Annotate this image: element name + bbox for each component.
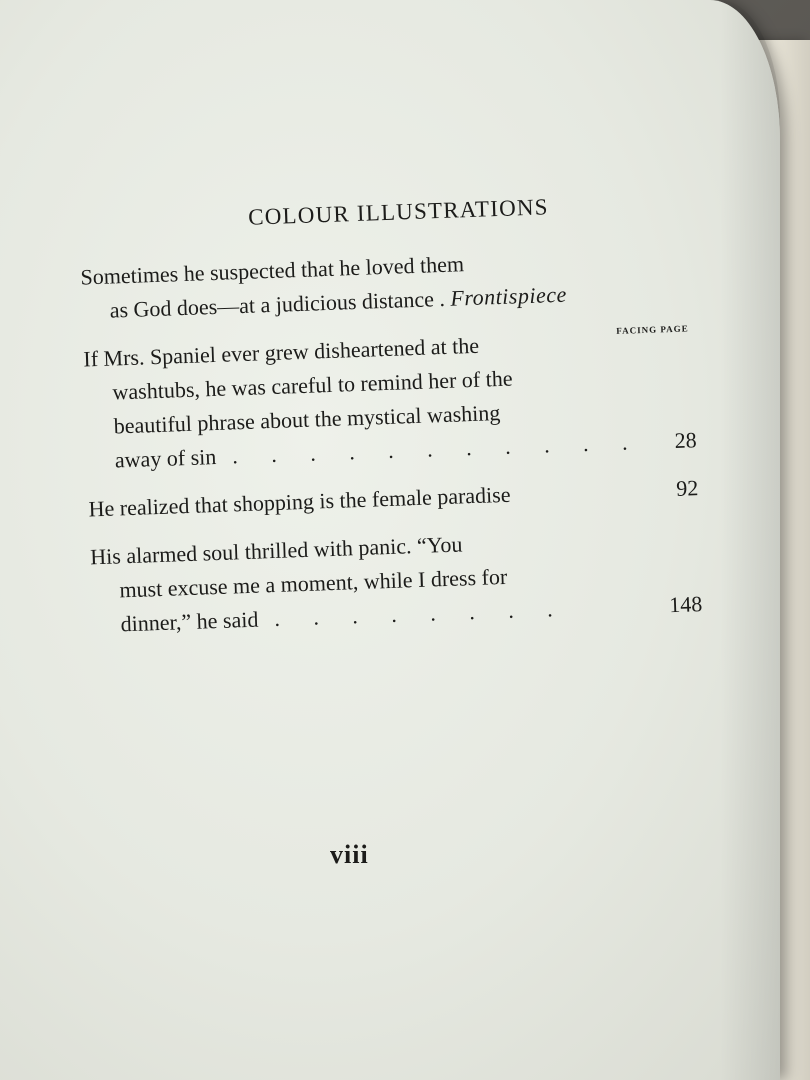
entry-line: If Mrs. Spaniel ever grew disheartened at the — [82, 332, 480, 372]
dot-leader: . . . . . . . . — [273, 595, 568, 632]
entry-line: must excuse me a moment, while I dress for — [119, 563, 508, 603]
entry-line: washtubs, he was careful to remind her of the — [112, 365, 513, 405]
entry-line: Sometimes he suspected that he loved them — [80, 251, 465, 290]
entry-line: away of sin — [114, 443, 217, 473]
illustrations-list — [78, 189, 703, 656]
illustration-entry — [90, 519, 703, 642]
illustration-entry — [83, 321, 697, 478]
illustration-entry — [80, 239, 692, 328]
page-number: 148 — [668, 591, 703, 618]
folio-number: viii — [330, 840, 369, 869]
dot-leader: . . . . . . . . . . . — [231, 429, 642, 469]
entry-line: dinner,” he said — [120, 606, 259, 637]
page-number: 28 — [674, 427, 697, 453]
page-number: 92 — [675, 475, 699, 501]
frontispiece-label: Frontispiece — [449, 281, 568, 311]
page-heading: COLOUR ILLUSTRATIONS — [247, 194, 550, 230]
facing-page-label: FACING PAGE — [616, 323, 689, 336]
entry-line: His alarmed soul thrilled with panic. “You — [89, 531, 463, 570]
entry-line: beautiful phrase about the mystical washing — [113, 400, 501, 439]
entry-line: as God does—at a judicious distance . — [109, 285, 446, 323]
entry-line: He realized that shopping is the female paradise — [88, 481, 511, 522]
illustration-entry — [88, 471, 699, 526]
